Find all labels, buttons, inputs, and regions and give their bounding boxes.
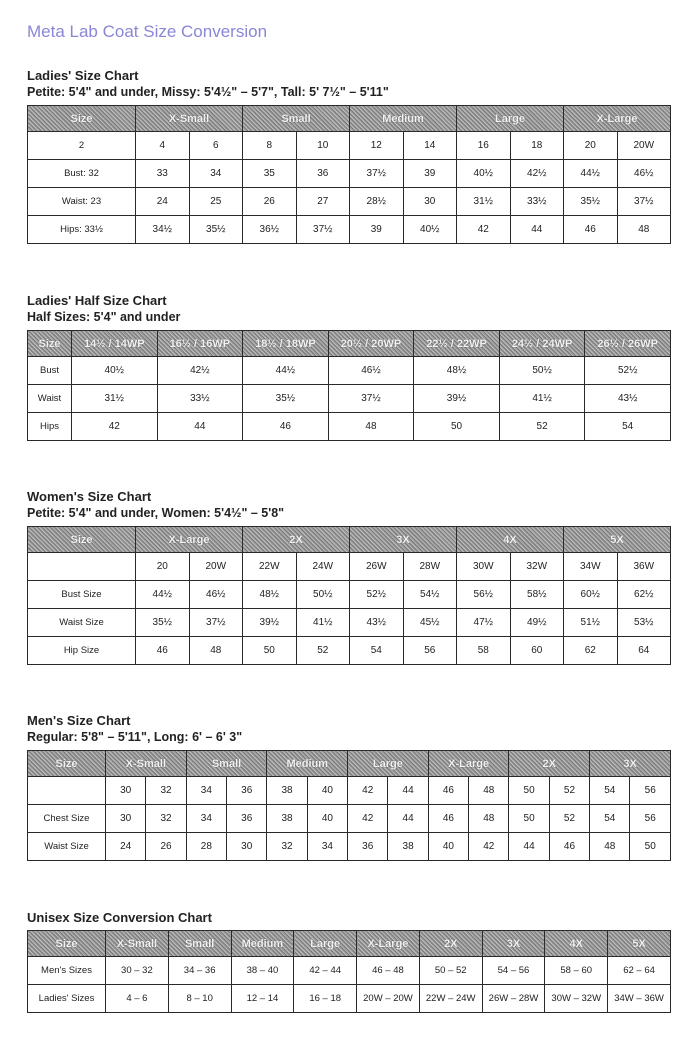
table-cell: 43½ xyxy=(350,609,404,637)
table-cell: 44 xyxy=(510,216,564,244)
row-label: Waist Size xyxy=(28,833,106,861)
table-cell: 54 – 56 xyxy=(482,957,545,985)
womens-size-subtitle: Petite: 5'4" and under, Women: 5'4½" – 5'8" xyxy=(27,506,285,520)
row-label: Hips: 33½ xyxy=(28,216,136,244)
table-cell: 46½ xyxy=(328,357,414,385)
table-cell: 48½ xyxy=(414,357,500,385)
table-cell: 45½ xyxy=(403,609,457,637)
header-cell: 16½ / 16WP xyxy=(157,331,243,357)
table-cell: 52½ xyxy=(350,581,404,609)
table-cell: 50 xyxy=(243,637,297,665)
table-cell: 48½ xyxy=(243,581,297,609)
table-cell: 42 xyxy=(469,833,509,861)
header-cell: 3X xyxy=(590,751,671,777)
row-label: Bust Size xyxy=(28,581,136,609)
table-cell: 8 – 10 xyxy=(168,985,231,1013)
table-row xyxy=(28,553,671,581)
table-cell: 46 – 48 xyxy=(357,957,420,985)
table-cell: 38 xyxy=(388,833,428,861)
mens-size-table xyxy=(27,750,671,861)
table-cell: 34W xyxy=(564,553,618,581)
table-cell: 44½ xyxy=(564,160,618,188)
table-cell: 43½ xyxy=(585,385,671,413)
table-cell: 40 xyxy=(428,833,468,861)
table-cell: 24W xyxy=(296,553,350,581)
table-cell: 42 xyxy=(457,216,511,244)
table-cell: 50 xyxy=(630,833,671,861)
header-cell: Medium xyxy=(267,751,348,777)
unisex-size-section xyxy=(27,909,671,1013)
table-cell: 48 xyxy=(189,637,243,665)
unisex-size-table xyxy=(27,930,671,1013)
table-cell: 64 xyxy=(617,637,671,665)
row-label: Waist Size xyxy=(28,609,136,637)
table-cell: 48 xyxy=(590,833,630,861)
table-cell: 32 xyxy=(146,805,186,833)
table-cell: 16 – 18 xyxy=(294,985,357,1013)
table-cell: 58½ xyxy=(510,581,564,609)
ladies-size-section xyxy=(27,67,671,244)
table-cell: 41½ xyxy=(296,609,350,637)
table-row xyxy=(28,637,671,665)
table-cell: 42 xyxy=(348,805,388,833)
womens-size-table xyxy=(27,526,671,665)
table-cell: 38 – 40 xyxy=(231,957,294,985)
table-cell: 38 xyxy=(267,805,307,833)
table-cell: 46 xyxy=(549,833,589,861)
header-cell: 22½ / 22WP xyxy=(414,331,500,357)
row-label xyxy=(28,777,106,805)
table-cell: 42 xyxy=(72,413,158,441)
row-label: Ladies' Sizes xyxy=(28,985,106,1013)
ladies-size-table xyxy=(27,105,671,244)
table-cell: 34 xyxy=(189,160,243,188)
table-cell: 44 xyxy=(388,777,428,805)
table-cell: 32 xyxy=(146,777,186,805)
half-size-title: Ladies' Half Size Chart xyxy=(27,293,167,308)
header-cell: 20½ / 20WP xyxy=(328,331,414,357)
table-header-row xyxy=(28,527,671,553)
table-cell: 49½ xyxy=(510,609,564,637)
table-cell: 35 xyxy=(243,160,297,188)
table-header-row xyxy=(28,331,671,357)
table-cell: 62 xyxy=(564,637,618,665)
table-cell: 44 xyxy=(388,805,428,833)
table-cell: 44 xyxy=(509,833,549,861)
table-cell: 52 xyxy=(296,637,350,665)
table-cell: 34½ xyxy=(136,216,190,244)
table-cell: 50 xyxy=(509,805,549,833)
table-cell: 44½ xyxy=(136,581,190,609)
header-cell: X-Small xyxy=(106,751,187,777)
half-size-table xyxy=(27,330,671,441)
table-header-row xyxy=(28,931,671,957)
table-row xyxy=(28,160,671,188)
header-cell: 3X xyxy=(482,931,545,957)
table-cell: 32 xyxy=(267,833,307,861)
page-title: Meta Lab Coat Size Conversion xyxy=(27,22,268,41)
table-cell: 40½ xyxy=(457,160,511,188)
table-cell: 54 xyxy=(585,413,671,441)
ladies-size-title: Ladies' Size Chart xyxy=(27,68,139,83)
table-cell: 20W xyxy=(189,553,243,581)
row-label xyxy=(28,553,136,581)
table-cell: 46 xyxy=(564,216,618,244)
table-cell: 39 xyxy=(350,216,404,244)
table-cell: 48 xyxy=(617,216,671,244)
table-cell: 50 – 52 xyxy=(419,957,482,985)
table-cell: 18 xyxy=(510,132,564,160)
table-cell: 42½ xyxy=(157,357,243,385)
header-cell: 3X xyxy=(350,527,457,553)
header-cell: Size xyxy=(28,527,136,553)
table-cell: 44½ xyxy=(243,357,329,385)
table-row xyxy=(28,777,671,805)
table-cell: 31½ xyxy=(457,188,511,216)
table-cell: 46 xyxy=(243,413,329,441)
table-cell: 33½ xyxy=(510,188,564,216)
table-cell: 34W – 36W xyxy=(608,985,671,1013)
table-cell: 50 xyxy=(509,777,549,805)
table-cell: 42½ xyxy=(510,160,564,188)
table-cell: 60½ xyxy=(564,581,618,609)
table-cell: 4 xyxy=(136,132,190,160)
header-cell: X-Large xyxy=(136,527,243,553)
table-cell: 62 – 64 xyxy=(608,957,671,985)
table-cell: 39½ xyxy=(414,385,500,413)
table-header-row xyxy=(28,751,671,777)
table-cell: 30 xyxy=(227,833,267,861)
table-row xyxy=(28,805,671,833)
table-cell: 26 xyxy=(146,833,186,861)
header-cell: 2X xyxy=(509,751,590,777)
header-cell: Size xyxy=(28,931,106,957)
table-cell: 31½ xyxy=(72,385,158,413)
table-cell: 27 xyxy=(296,188,350,216)
table-cell: 34 xyxy=(307,833,347,861)
ladies-half-size-section xyxy=(27,292,671,441)
table-cell: 37½ xyxy=(328,385,414,413)
header-cell: Medium xyxy=(231,931,294,957)
table-cell: 37½ xyxy=(350,160,404,188)
table-cell: 35½ xyxy=(564,188,618,216)
table-cell: 34 xyxy=(186,777,226,805)
row-label: Men's Sizes xyxy=(28,957,106,985)
table-cell: 50½ xyxy=(296,581,350,609)
table-cell: 8 xyxy=(243,132,297,160)
table-row xyxy=(28,357,671,385)
mens-size-subtitle: Regular: 5'8" – 5'11", Long: 6' – 6' 3" xyxy=(27,730,243,744)
header-cell: X-Small xyxy=(136,106,243,132)
table-cell: 47½ xyxy=(457,609,511,637)
table-cell: 36 xyxy=(296,160,350,188)
row-label: Hips xyxy=(28,413,72,441)
row-label: Waist xyxy=(28,385,72,413)
table-cell: 25 xyxy=(189,188,243,216)
table-cell: 52 xyxy=(499,413,585,441)
header-cell: X-Large xyxy=(428,751,509,777)
table-cell: 50 xyxy=(414,413,500,441)
table-cell: 56 xyxy=(630,777,671,805)
table-cell: 24 xyxy=(136,188,190,216)
header-cell: Small xyxy=(186,751,267,777)
table-cell: 36 xyxy=(227,805,267,833)
table-cell: 51½ xyxy=(564,609,618,637)
table-cell: 30 xyxy=(106,777,146,805)
table-cell: 20 xyxy=(136,553,190,581)
table-cell: 35½ xyxy=(189,216,243,244)
table-cell: 22W xyxy=(243,553,297,581)
table-row xyxy=(28,216,671,244)
table-cell: 26W xyxy=(350,553,404,581)
table-cell: 46 xyxy=(136,637,190,665)
table-row xyxy=(28,413,671,441)
header-cell: Medium xyxy=(350,106,457,132)
table-row xyxy=(28,132,671,160)
ladies-size-subtitle: Petite: 5'4" and under, Missy: 5'4½" – 5'7", Tall: 5' 7½" – 5'11" xyxy=(27,85,389,99)
row-label: 2 xyxy=(28,132,136,160)
header-cell: 2X xyxy=(243,527,350,553)
header-cell: 5X xyxy=(564,527,671,553)
table-cell: 10 xyxy=(296,132,350,160)
table-cell: 56 xyxy=(403,637,457,665)
table-cell: 42 xyxy=(348,777,388,805)
header-cell: X-Large xyxy=(564,106,671,132)
table-cell: 37½ xyxy=(296,216,350,244)
table-cell: 52 xyxy=(549,777,589,805)
header-cell: 4X xyxy=(457,527,564,553)
table-cell: 34 – 36 xyxy=(168,957,231,985)
table-cell: 20W – 20W xyxy=(357,985,420,1013)
table-cell: 40½ xyxy=(72,357,158,385)
table-cell: 46½ xyxy=(189,581,243,609)
header-cell: X-Large xyxy=(357,931,420,957)
womens-size-section xyxy=(27,488,671,665)
table-cell: 39½ xyxy=(243,609,297,637)
mens-size-section xyxy=(27,712,671,861)
header-cell: 26½ / 26WP xyxy=(585,331,671,357)
table-cell: 54 xyxy=(350,637,404,665)
table-cell: 22W – 24W xyxy=(419,985,482,1013)
table-cell: 30W xyxy=(457,553,511,581)
table-cell: 36 xyxy=(227,777,267,805)
table-cell: 44 xyxy=(157,413,243,441)
table-cell: 35½ xyxy=(136,609,190,637)
row-label: Bust: 32 xyxy=(28,160,136,188)
table-cell: 28W xyxy=(403,553,457,581)
table-cell: 48 xyxy=(469,777,509,805)
header-cell: Size xyxy=(28,106,136,132)
table-cell: 32W xyxy=(510,553,564,581)
table-row xyxy=(28,985,671,1013)
table-cell: 30 xyxy=(106,805,146,833)
table-cell: 54 xyxy=(590,777,630,805)
mens-size-title: Men's Size Chart xyxy=(27,713,131,728)
header-cell: X-Small xyxy=(106,931,169,957)
table-cell: 46 xyxy=(428,805,468,833)
table-cell: 46 xyxy=(428,777,468,805)
header-cell: 14½ / 14WP xyxy=(72,331,158,357)
table-cell: 62½ xyxy=(617,581,671,609)
table-cell: 56 xyxy=(630,805,671,833)
table-row xyxy=(28,385,671,413)
row-label: Hip Size xyxy=(28,637,136,665)
header-cell: 4X xyxy=(545,931,608,957)
table-cell: 42 – 44 xyxy=(294,957,357,985)
table-cell: 37½ xyxy=(189,609,243,637)
table-cell: 16 xyxy=(457,132,511,160)
table-cell: 30 xyxy=(403,188,457,216)
table-cell: 53½ xyxy=(617,609,671,637)
table-cell: 60 xyxy=(510,637,564,665)
header-cell: 2X xyxy=(419,931,482,957)
table-cell: 28 xyxy=(186,833,226,861)
table-cell: 24 xyxy=(106,833,146,861)
table-cell: 36 xyxy=(348,833,388,861)
table-cell: 56½ xyxy=(457,581,511,609)
header-cell: Size xyxy=(28,331,72,357)
table-cell: 48 xyxy=(469,805,509,833)
table-header-row xyxy=(28,106,671,132)
table-cell: 38 xyxy=(267,777,307,805)
header-cell: Small xyxy=(243,106,350,132)
header-cell: Large xyxy=(294,931,357,957)
table-cell: 20 xyxy=(564,132,618,160)
table-cell: 35½ xyxy=(243,385,329,413)
table-cell: 6 xyxy=(189,132,243,160)
table-cell: 58 – 60 xyxy=(545,957,608,985)
table-cell: 30W – 32W xyxy=(545,985,608,1013)
table-cell: 37½ xyxy=(617,188,671,216)
table-cell: 20W xyxy=(617,132,671,160)
half-size-subtitle: Half Sizes: 5'4" and under xyxy=(27,310,181,324)
table-cell: 36½ xyxy=(243,216,297,244)
row-label: Chest Size xyxy=(28,805,106,833)
row-label: Bust xyxy=(28,357,72,385)
header-cell: Size xyxy=(28,751,106,777)
womens-size-title: Women's Size Chart xyxy=(27,489,152,504)
table-row xyxy=(28,833,671,861)
table-cell: 54½ xyxy=(403,581,457,609)
header-cell: Large xyxy=(348,751,429,777)
table-cell: 52½ xyxy=(585,357,671,385)
table-cell: 4 – 6 xyxy=(106,985,169,1013)
table-cell: 12 – 14 xyxy=(231,985,294,1013)
table-cell: 33 xyxy=(136,160,190,188)
table-row xyxy=(28,609,671,637)
header-cell: Small xyxy=(168,931,231,957)
table-cell: 52 xyxy=(549,805,589,833)
table-cell: 40 xyxy=(307,805,347,833)
table-row xyxy=(28,188,671,216)
table-cell: 33½ xyxy=(157,385,243,413)
table-cell: 40 xyxy=(307,777,347,805)
table-cell: 28½ xyxy=(350,188,404,216)
unisex-size-title: Unisex Size Conversion Chart xyxy=(27,910,212,925)
table-cell: 12 xyxy=(350,132,404,160)
header-cell: 24½ / 24WP xyxy=(499,331,585,357)
table-cell: 39 xyxy=(403,160,457,188)
table-cell: 30 – 32 xyxy=(106,957,169,985)
table-cell: 26W – 28W xyxy=(482,985,545,1013)
table-cell: 26 xyxy=(243,188,297,216)
table-cell: 41½ xyxy=(499,385,585,413)
table-row xyxy=(28,957,671,985)
table-row xyxy=(28,581,671,609)
table-cell: 46½ xyxy=(617,160,671,188)
table-cell: 34 xyxy=(186,805,226,833)
table-cell: 50½ xyxy=(499,357,585,385)
header-cell: 18½ / 18WP xyxy=(243,331,329,357)
table-cell: 36W xyxy=(617,553,671,581)
row-label: Waist: 23 xyxy=(28,188,136,216)
table-cell: 54 xyxy=(590,805,630,833)
header-cell: 5X xyxy=(608,931,671,957)
table-cell: 14 xyxy=(403,132,457,160)
table-cell: 58 xyxy=(457,637,511,665)
table-cell: 40½ xyxy=(403,216,457,244)
table-cell: 48 xyxy=(328,413,414,441)
header-cell: Large xyxy=(457,106,564,132)
